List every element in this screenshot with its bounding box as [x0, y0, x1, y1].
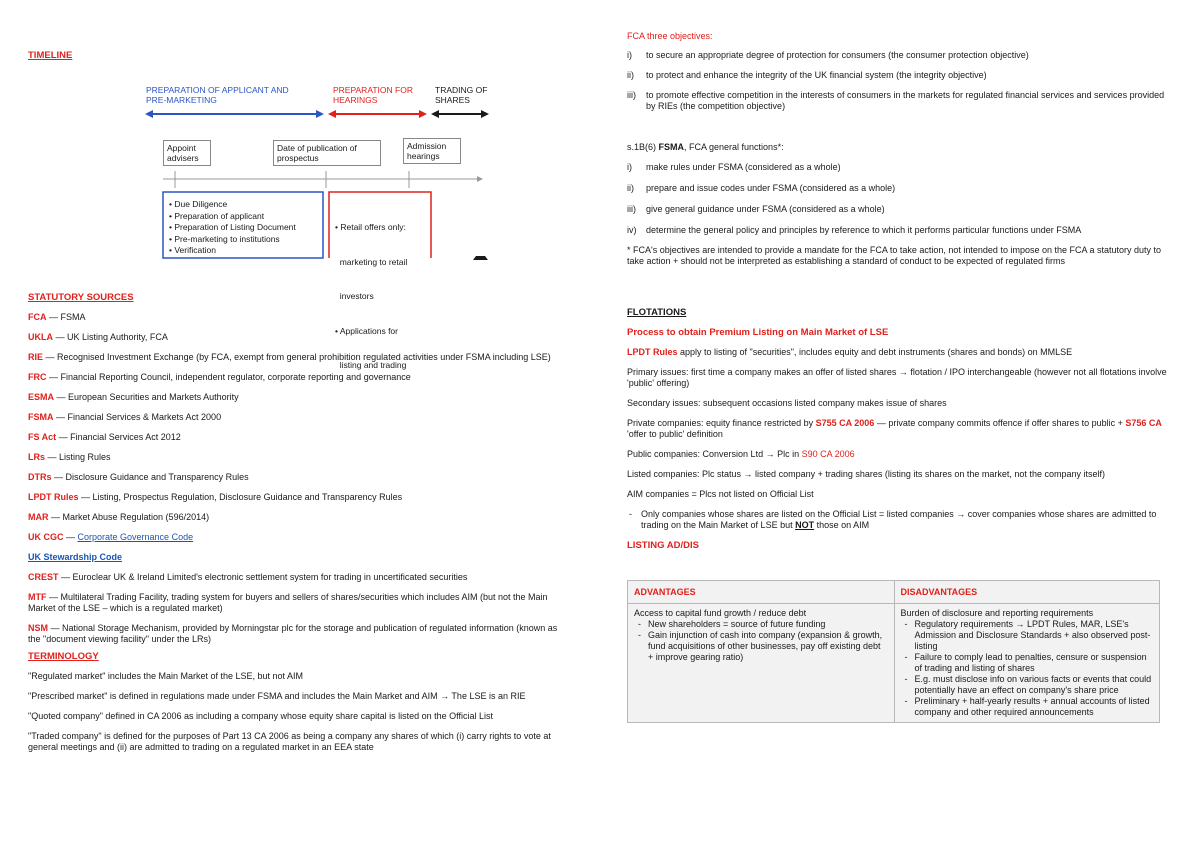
primary-issues-text: Primary issues: first time a company makes an offer of listed shares → flotation / IPO interchangeable (however not all flotations involve 'public' offering): [627, 367, 1167, 388]
advantages-header: ADVANTAGES: [628, 581, 894, 603]
source-item: MTF — Multilateral Trading Facility, trading system for buyers and sellers of shares/securities which includes AIM (but not the Main Market of the LSE – which is a regulated market): [28, 592, 548, 613]
list-item: - Preliminary + half-yearly results + annual accounts of listed company and other required announcements: [915, 696, 1154, 718]
disadvantages-list: [901, 619, 1154, 718]
list-item: - New shareholders = source of future funding: [648, 619, 888, 630]
source-item: MAR — Market Abuse Regulation (596/2014): [28, 512, 210, 522]
objectives-heading: FCA three objectives:: [627, 31, 713, 41]
phase-preparation-label: PREPARATION OF APPLICANT AND PRE-MARKETING: [146, 85, 289, 105]
flotations-heading: FLOTATIONS: [627, 307, 687, 318]
milestone-appoint-advisers: Appoint advisers: [163, 140, 211, 166]
function-item: i) make rules under FSMA (considered as a whole): [627, 162, 841, 172]
advantages-cell: [628, 604, 894, 722]
source-item: UKLA — UK Listing Authority, FCA: [28, 332, 168, 342]
table-header-row: [628, 581, 1159, 603]
source-item: UK CGC — Corporate Governance Code: [28, 532, 194, 542]
source-item: LRs — Listing Rules: [28, 452, 111, 462]
disadvantages-cell: [894, 604, 1160, 722]
functions-note: * FCA's objectives are intended to provide a mandate for the FCA to take action, not intended to impose on the FCA a statutory duty to take action + should not be interpreted as establishing a standard of conduct to be expected of regulated firms: [627, 245, 1162, 266]
list-item: - Gain injunction of cash into company (expansion & growth, fund acquisitions of other businesses, pay off existing debt + improve gearing ratio): [648, 630, 888, 663]
activity-item: marketing to retail: [335, 256, 408, 267]
objective-item: ii) to protect and enhance the integrity of the UK financial system (the integrity objective): [627, 70, 987, 80]
preparation-activities-box: [166, 196, 299, 260]
phase-hearings-label: PREPARATION FOR HEARINGS: [333, 85, 413, 105]
objective-item: i) to secure an appropriate degree of protection for consumers (the consumer protection objective): [627, 50, 1029, 60]
table-row: [628, 603, 1159, 722]
term-item: "Prescribed market" is defined in regulations made under FSMA and includes the Main Market and AIM → The LSE is an RIE: [28, 691, 526, 701]
phase-trading-label: TRADING OF SHARES: [435, 85, 488, 105]
source-item: FSMA — Financial Services & Markets Act 2000: [28, 412, 222, 422]
source-item: NSM — National Storage Mechanism, provided by Morningstar plc for the storage and publication of regulated information (known as the "document viewing facility" under the LRs): [28, 623, 558, 644]
function-item: iii) give general guidance under FSMA (considered as a whole): [627, 204, 885, 214]
left-column: [28, 0, 568, 849]
source-item: FRC — Financial Reporting Council, independent regulator, corporate reporting and governance: [28, 372, 411, 382]
activity-item: investors: [335, 291, 374, 301]
source-item: FCA — FSMA: [28, 312, 86, 322]
source-item: [28, 552, 568, 563]
aim-companies-text: AIM companies = Plcs not listed on Official List: [627, 489, 814, 499]
function-item: ii) prepare and issue codes under FSMA (considered as a whole): [627, 183, 896, 193]
official-list-note: - Only companies whose shares are listed on the Official List = listed companies → cover companies whose shares are admitted to trading on the Main Market of LSE but NOT those on AIM: [629, 509, 1157, 530]
activity-item: • Preparation of applicant: [169, 210, 265, 221]
function-item: iv) determine the general policy and principles by reference to which it performs particular functions under FSMA: [627, 225, 1082, 235]
list-item: - E.g. must disclose info on various facts or events that could potentially have an effect on company's share price: [915, 674, 1154, 696]
activity-item: • Verification: [169, 245, 216, 255]
listed-companies-text: Listed companies: Plc status → listed company + trading shares (listing its shares on the market, not the company itself): [627, 469, 1105, 479]
list-item: - Regulatory requirements → LPDT Rules, MAR, LSE's Admission and Disclosure Standards + also observed post-listing: [915, 619, 1154, 652]
disadvantages-header: DISADVANTAGES: [894, 581, 1160, 603]
term-item: "Traded company" is defined for the purposes of Part 13 CA 2006 as being a company any shares of which (i) carry rights to vote at general meetings and (ii) are admitted to trading on a regulated market in an EEA state: [28, 731, 551, 752]
milestone-admission-hearings: Admission hearings: [403, 138, 461, 164]
right-column: [627, 0, 1167, 849]
corporate-governance-code-link[interactable]: Corporate Governance Code: [77, 532, 194, 542]
public-companies-text: Public companies: Conversion Ltd → Plc in S90 CA 2006: [627, 449, 855, 459]
source-item: FS Act — Financial Services Act 2012: [28, 432, 181, 442]
list-item: - Failure to comply lead to penalties, censure or suspension of trading and listing of shares: [915, 652, 1154, 674]
source-item: CREST — Euroclear UK & Ireland Limited's electronic settlement system for trading in uncertificated securities: [28, 572, 468, 582]
listing-heading: LISTING AD/DIS: [627, 540, 699, 551]
statutory-sources-heading: STATUTORY SOURCES: [28, 292, 134, 303]
source-item: ESMA — European Securities and Markets Authority: [28, 392, 239, 402]
activity-item: • Due Diligence: [169, 199, 228, 209]
stewardship-code-link[interactable]: UK Stewardship Code: [28, 552, 123, 562]
flotations-section: [627, 307, 1167, 551]
activity-item: • Preparation of Listing Document: [169, 222, 296, 232]
term-item: "Quoted company" defined in CA 2006 as including a company whose equity share capital is listed on the Official List: [28, 711, 493, 721]
private-companies-text: Private companies: equity finance restricted by S755 CA 2006 — private company commits offence if offer shares to public + S756 CA 'offer to public' definition: [627, 418, 1162, 439]
source-item: LPDT Rules — Listing, Prospectus Regulation, Disclosure Guidance and Transparency Rules: [28, 492, 403, 502]
source-item: DTRs — Disclosure Guidance and Transparency Rules: [28, 472, 249, 482]
activity-item: • Pre-marketing to institutions: [169, 233, 280, 244]
terminology-heading: TERMINOLOGY: [28, 651, 99, 662]
timeline-heading: TIMELINE: [28, 50, 73, 61]
activity-item: • Applications for: [335, 325, 398, 336]
objective-item: iii) to promote effective competition in the interests of consumers in the markets for regulated financial services and services provided by RIEs (the competition objective): [627, 90, 1165, 111]
activity-item: • Retail offers only:: [335, 222, 406, 232]
milestone-prospectus: Date of publication of prospectus: [273, 140, 381, 166]
disadvantages-intro: Burden of disclosure and reporting requirements: [900, 608, 1094, 618]
functions-heading: s.1B(6) FSMA, FCA general functions*:: [627, 142, 784, 152]
source-item: RIE — Recognised Investment Exchange (by FCA, exempt from general prohibition regulated activities under FSMA including LSE): [28, 352, 551, 362]
fca-objectives-section: [627, 31, 1167, 121]
listing-ad-dis-table: [627, 580, 1160, 723]
lpdt-rules-text: LPDT Rules apply to listing of "securities", includes equity and debt instruments (shares and bonds) on MMLSE: [627, 347, 1073, 357]
process-heading: Process to obtain Premium Listing on Main Market of LSE: [627, 327, 889, 338]
term-item: "Regulated market" includes the Main Market of the LSE, but not AIM: [28, 671, 304, 681]
secondary-issues-text: Secondary issues: subsequent occasions listed company makes issue of shares: [627, 398, 947, 408]
fca-functions-section: [627, 142, 1167, 267]
statutory-sources-list: [28, 312, 568, 762]
activity-item: listing and trading: [335, 360, 407, 370]
advantages-intro: Access to capital fund growth / reduce debt: [634, 608, 807, 618]
advantages-list: [634, 619, 888, 663]
